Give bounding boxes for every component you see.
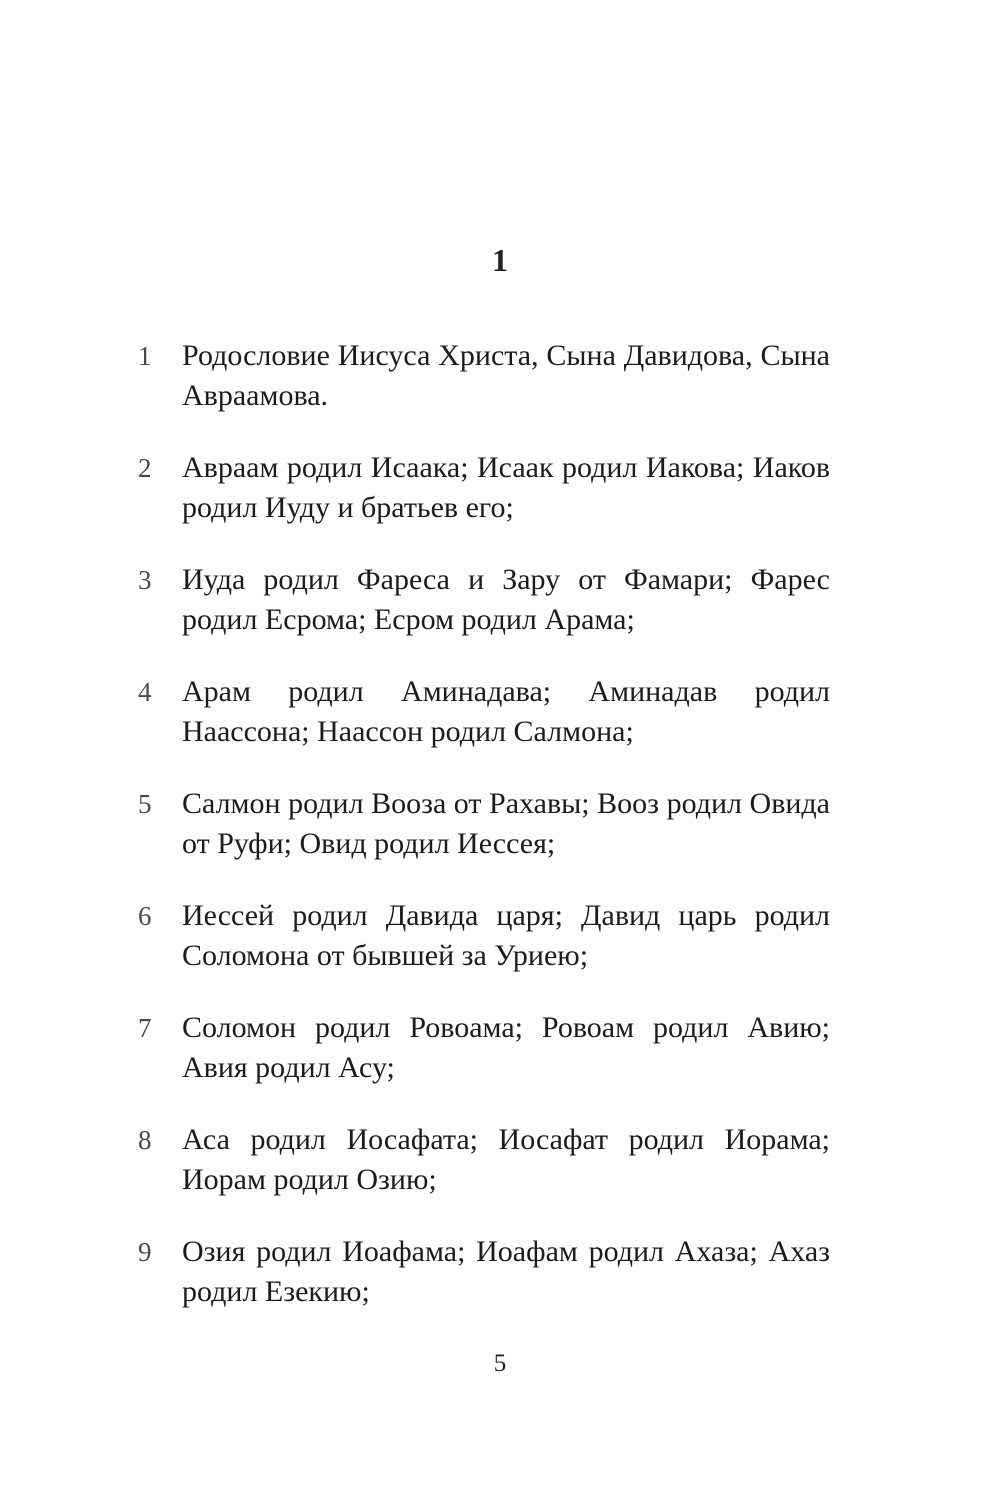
verse-number: 5 — [138, 789, 152, 819]
verse — [138, 672, 832, 752]
verse-text: Иуда родил Фареса и Зару от Фамари; Фарес родил Есрома; Есром родил Арама; — [182, 563, 830, 636]
verse-text: Иессей родил Давида царя; Давид царь родил Соломона от бывшей за Уриею; — [182, 899, 830, 972]
verse-text: Авраам родил Исаака; Исаак родил Иакова; Иаков родил Иуду и братьев его; — [182, 451, 830, 524]
verse-number: 9 — [138, 1237, 152, 1267]
verse-number: 1 — [138, 341, 152, 371]
chapter-heading: 1 — [492, 242, 508, 278]
verse-text: Аса родил Иосафата; Иосафат родил Иорама; Иорам родил Озию; — [182, 1123, 830, 1196]
verse — [138, 1232, 832, 1312]
verse-number: 8 — [138, 1125, 152, 1155]
verse-number: 7 — [138, 1013, 152, 1043]
verse — [138, 1120, 832, 1200]
verse-number: 2 — [138, 453, 152, 483]
verses-container — [138, 336, 832, 1344]
verse-number: 6 — [138, 901, 152, 931]
page-number: 5 — [493, 1350, 507, 1377]
verse-text: Салмон родил Вооза от Рахавы; Вооз родил Овида от Руфи; Овид родил Иессея; — [182, 787, 830, 860]
verse — [138, 336, 832, 416]
verse-number: 4 — [138, 677, 152, 707]
verse-text: Озия родил Иоафама; Иоафам родил Ахаза; Ахаз родил Езекию; — [182, 1235, 830, 1308]
verse — [138, 560, 832, 640]
verse-text: Арам родил Аминадава; Аминадав родил Наассона; Наассон родил Салмона; — [182, 675, 830, 748]
verse — [138, 448, 832, 528]
verse — [138, 784, 832, 864]
verse-text: Соломон родил Ровоама; Ровоам родил Авию; Авия родил Асу; — [182, 1011, 830, 1084]
verse — [138, 1008, 832, 1088]
verse-text: Родословие Иисуса Христа, Сына Давидова, Сына Авраамова. — [182, 339, 830, 412]
verse — [138, 896, 832, 976]
verse-number: 3 — [138, 565, 152, 595]
